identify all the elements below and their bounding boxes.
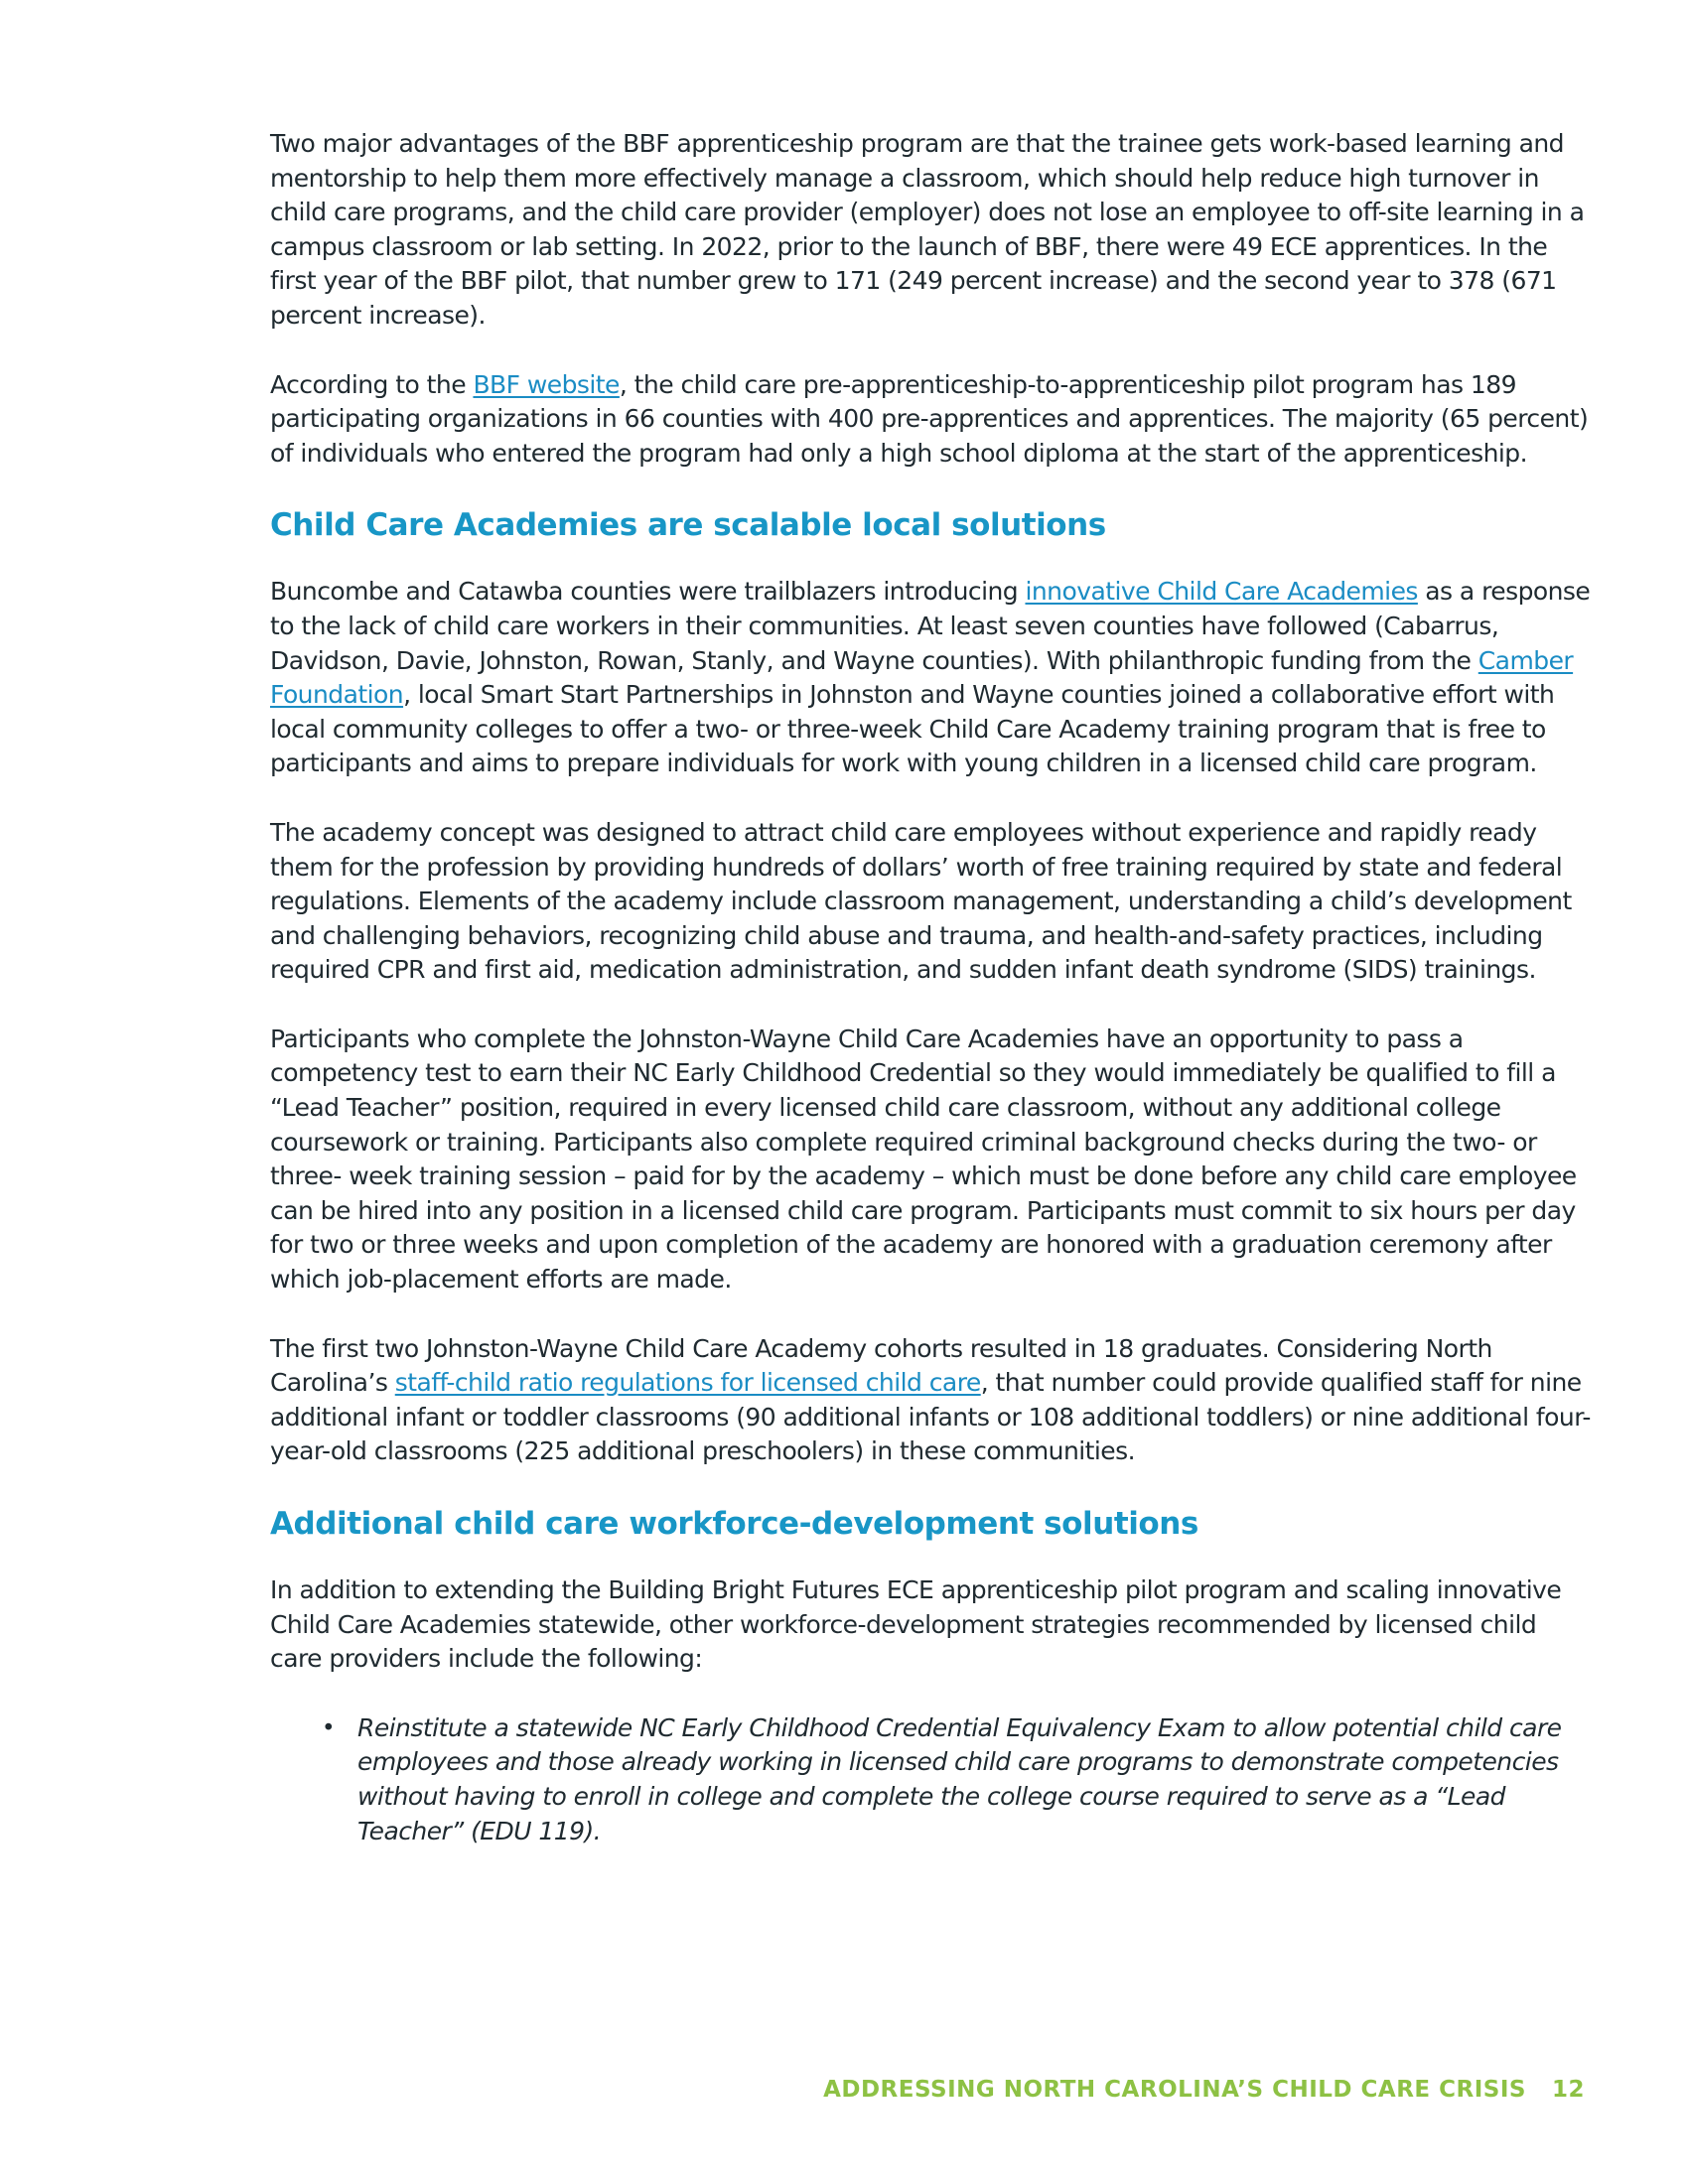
paragraph-text: The first two Johnston-Wayne Child Care Academy cohorts resulted in 18 graduates. Considering North Carolina’s [270,1333,1492,1398]
paragraph-text: as a response to the lack of child care workers in their communities. At least seven counties have followed (Cabarrus, Davidson, Davie, Johnston, Rowan, Stanly, and Wayne counties). With philanthropic funding from the [270,577,1591,675]
section-heading-additional-solutions: Additional child care workforce-development solutions [270,1506,1198,1542]
list-item-text: Reinstitute a statewide NC Early Childhood Credential Equivalency Exam to allow potential child care employees and those already working in licensed child care programs to demonstrate competencies without having to enroll in college and complete the college course required to serve as a “Lead Teacher” (EDU 119). [357,1712,1562,1845]
paragraph-cohorts [270,1332,1591,1469]
paragraph-text: Buncombe and Catawba counties were trailblazers introducing [270,577,1026,607]
footer-title: ADDRESSING NORTH CAROLINA’S CHILD CARE CRISIS [823,2077,1526,2103]
page-footer [823,2077,1585,2103]
list-item [322,1711,1591,1848]
paragraph-additional-intro: In addition to extending the Building Bright Futures ECE apprenticeship pilot program and scaling innovative Child Care Academies statewide, other workforce-development strategies recommended by licensed child care providers include the following: [270,1575,1562,1674]
bullet-icon: • [322,1714,336,1741]
paragraph-text: , local Smart Start Partnerships in Johnston and Wayne counties joined a collaborative effort with local community colleges to offer a two- or three-week Child Care Academy training program that is free to participants and aims to prepare individuals for work with young children in a licensed child care program. [270,680,1555,778]
paragraph-participants: Participants who complete the Johnston-Wayne Child Care Academies have an opportunity to pass a competency test to earn their NC Early Childhood Credential so they would immediately be qualified to fill a “Lead Teacher” position, required in every licensed child care classroom, without any additional college coursework or training. Participants also complete required criminal background checks during the two- or three- week training session – paid for by the academy – which must be done before any child care employee can be hired into any position in a licensed child care program. Participants must commit to six hours per day for two or three weeks and upon completion of the academy are honored with a graduation ceremony after which job-placement efforts are made. [270,1024,1577,1295]
page-number: 12 [1551,2077,1585,2103]
bbf-website-link[interactable]: BBF website [473,369,620,399]
staff-child-ratio-link[interactable]: staff-child ratio regulations for licensed child care [394,1368,981,1398]
recommendation-list [270,1711,1591,1848]
paragraph-text: , that number could provide qualified staff for nine additional infant or toddler classrooms (90 additional infants or 108 additional toddlers) or nine additional four-year-old classrooms (225 additional preschoolers) in these communities. [270,1368,1591,1466]
page-content [270,127,1591,1848]
section-heading-academies: Child Care Academies are scalable local solutions [270,507,1106,544]
paragraph-academies-intro [270,575,1591,781]
innovative-academies-link[interactable]: innovative Child Care Academies [1025,577,1418,607]
paragraph-text: , the child care pre-apprenticeship-to-apprenticeship pilot program has 189 participating organizations in 66 counties with 400 pre-apprentices and apprentices. The majority (65 percent) of individuals who entered the program had only a high school diploma at the start of the apprenticeship. [270,369,1589,468]
paragraph-text: According to the [270,369,474,399]
paragraph-academy-concept: The academy concept was designed to attract child care employees without experience and rapidly ready them for the profession by providing hundreds of dollars’ worth of free training required by state and federal regulations. Elements of the academy include classroom management, understanding a child’s development and challenging behaviors, recognizing child abuse and trauma, and health-and-safety practices, including required CPR and first aid, medication administration, and sudden infant death syndrome (SIDS) trainings. [270,817,1572,985]
camber-foundation-link[interactable]: Camber Foundation [270,645,1574,710]
paragraph-bbf-website [270,368,1591,472]
paragraph-bbf-advantages: Two major advantages of the BBF apprenticeship program are that the trainee gets work-based learning and mentorship to help them more effectively manage a classroom, which should help reduce high turnover in child care programs, and the child care provider (employer) does not lose an employee to off-site learning in a campus classroom or lab setting. In 2022, prior to the launch of BBF, there were 49 ECE apprentices. In the first year of the BBF pilot, that number grew to 171 (249 percent increase) and the second year to 378 (671 percent increase). [270,129,1585,330]
